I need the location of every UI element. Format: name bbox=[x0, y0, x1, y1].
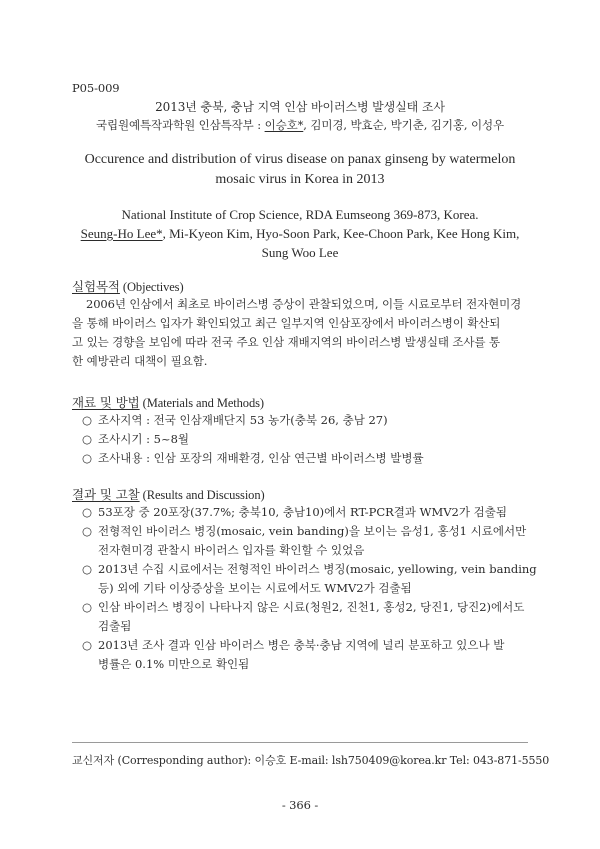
objectives-line-4: 한 예방관리 대책이 필요함. bbox=[72, 354, 208, 368]
results-item-text: 전형적인 바이러스 병징(mosaic, vein banding)을 보이는 음성1, 홍성1 시료에서만 bbox=[98, 524, 527, 538]
affiliation-english: National Institute of Crop Science, RDA Eumseong 369-873, Korea. bbox=[121, 207, 479, 222]
authors-english-line1 bbox=[0, 226, 600, 242]
objectives-line-1: 2006년 인삼에서 최초로 바이러스병 증상이 관찰되었으며, 이들 시료로부터 전자현미경 bbox=[86, 297, 522, 311]
results-item-3 bbox=[82, 561, 537, 577]
results-heading bbox=[72, 485, 265, 503]
title-english-line2: mosaic virus in Korea in 2013 bbox=[215, 172, 385, 187]
footer-divider bbox=[72, 742, 528, 743]
authors-korean-lead: 이승호* bbox=[264, 118, 304, 132]
authors-english-line2: Sung Woo Lee bbox=[261, 245, 339, 260]
authors-english-lead: Seung-Ho Lee* bbox=[80, 226, 163, 241]
results-item-2 bbox=[82, 523, 526, 539]
methods-item-1 bbox=[82, 412, 388, 428]
results-item-4 bbox=[82, 599, 524, 615]
bullet-circle-icon: ○ bbox=[82, 600, 93, 614]
authors-korean-others: , 김미경, 박효순, 박기춘, 김기홍, 이성우 bbox=[303, 118, 504, 132]
objectives-heading bbox=[72, 277, 184, 295]
results-item-3-cont: 등) 외에 기타 이상증상을 보이는 시료에서도 WMV2가 검출됨 bbox=[98, 581, 412, 595]
bullet-circle-icon: ○ bbox=[82, 638, 93, 652]
title-english-line1: Occurence and distribution of virus disease on panax ginseng by watermelon bbox=[84, 152, 516, 167]
results-item-text: 2013년 수집 시료에서는 전형적인 바이러스 병징(mosaic, yellowing, vein banding bbox=[98, 562, 537, 576]
methods-item-text: 조사시기 : 5~8월 bbox=[98, 432, 189, 446]
objectives-line-2: 을 통해 바이러스 입자가 확인되었고 최근 일부지역 인삼포장에서 바이러스병이 확산되 bbox=[72, 316, 501, 330]
authors-english-rest: , Mi-Kyeon Kim, Hyo-Soon Park, Kee-Choon Park, Kee Hong Kim, bbox=[162, 226, 520, 241]
results-item-5-cont: 병률은 0.1% 미만으로 확인됨 bbox=[98, 657, 250, 671]
bullet-circle-icon: ○ bbox=[82, 524, 93, 538]
objectives-line-3: 고 있는 경향을 보임에 따라 전국 주요 인삼 재배지역의 바이러스병 발생실태 조사를 통 bbox=[72, 335, 500, 349]
methods-item-3 bbox=[82, 450, 424, 466]
results-item-text: 2013년 조사 결과 인삼 바이러스 병은 충북·충남 지역에 널리 분포하고 있으나 발 bbox=[98, 638, 505, 652]
methods-item-2 bbox=[82, 431, 189, 447]
results-heading-kr: 결과 및 고찰 bbox=[72, 487, 140, 502]
bullet-circle-icon: ○ bbox=[82, 451, 93, 465]
objectives-heading-en: (Objectives) bbox=[119, 280, 184, 294]
authors-korean bbox=[0, 117, 600, 133]
methods-heading bbox=[72, 393, 264, 411]
bullet-circle-icon: ○ bbox=[82, 413, 93, 427]
methods-heading-kr: 재료 및 방법 bbox=[72, 395, 140, 410]
paper-id: P05-009 bbox=[72, 81, 120, 95]
results-item-text: 인삼 바이러스 병징이 나타나지 않은 시료(청원2, 진천1, 홍성2, 당진1, 당진2)에서도 bbox=[98, 600, 525, 614]
results-heading-en: (Results and Discussion) bbox=[139, 488, 265, 502]
bullet-circle-icon: ○ bbox=[82, 432, 93, 446]
methods-heading-en: (Materials and Methods) bbox=[139, 396, 264, 410]
methods-item-text: 조사내용 : 인삼 포장의 재배환경, 인삼 연근별 바이러스병 발병률 bbox=[98, 451, 424, 465]
objectives-heading-kr: 실험목적 bbox=[72, 279, 120, 294]
page-number: - 366 - bbox=[281, 798, 319, 812]
results-item-2-cont: 전자현미경 관찰시 바이러스 입자를 확인할 수 있었음 bbox=[98, 543, 365, 557]
corresponding-author: 교신저자 (Corresponding author): 이승호 E-mail: lsh750409@korea.kr Tel: 043-871-5550 bbox=[72, 754, 550, 767]
bullet-circle-icon: ○ bbox=[82, 562, 93, 576]
results-item-1 bbox=[82, 504, 507, 520]
authors-korean-affiliation: 국립원예특작과학원 인삼특작부 : bbox=[96, 118, 265, 132]
results-item-text: 53포장 중 20포장(37.7%; 충북10, 충남10)에서 RT-PCR결과 WMV2가 검출됨 bbox=[98, 505, 507, 519]
title-korean: 2013년 충북, 충남 지역 인삼 바이러스병 발생실태 조사 bbox=[155, 100, 445, 114]
bullet-circle-icon: ○ bbox=[82, 505, 93, 519]
results-item-5 bbox=[82, 637, 504, 653]
results-item-4-cont: 검출됨 bbox=[98, 619, 132, 633]
methods-item-text: 조사지역 : 전국 인삼재배단지 53 농가(충북 26, 충남 27) bbox=[98, 413, 388, 427]
